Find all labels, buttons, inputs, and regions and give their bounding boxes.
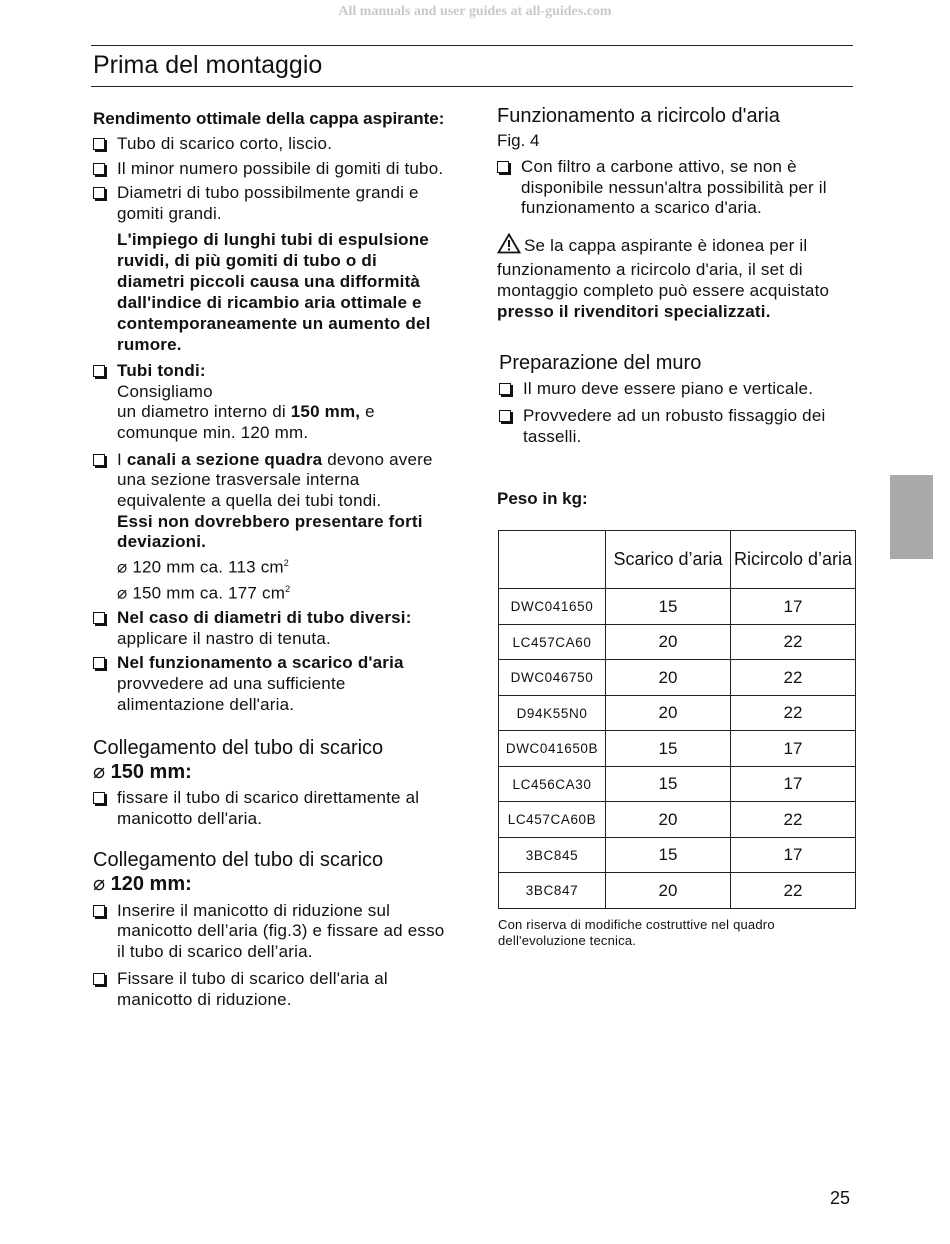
list-item: Fissare il tubo di scarico dell'aria al manicotto di riduzione. (93, 969, 448, 1010)
title-rule (91, 86, 853, 87)
flat-duct-note: Essi non dovrebbero presentare forti deviazioni. (117, 511, 423, 552)
list-item: Il muro deve essere piano e verticale. (499, 379, 857, 400)
warning-triangle-icon (497, 233, 521, 260)
checkbox-icon (93, 973, 105, 985)
diameter-150-area: ⌀ 150 mm ca. 177 $cm^2$ (117, 583, 291, 604)
weight-table (498, 530, 856, 909)
watermark: All manuals and user guides at all-guides.com (338, 4, 612, 19)
checkbox-icon (93, 454, 105, 466)
table-header-model (499, 531, 606, 589)
connection-150-heading: Collegamento del tubo di scarico (93, 737, 384, 760)
checkbox-icon (93, 163, 105, 175)
list-item: Nel funzionamento a scarico d'aria provvedere ad una sufficiente alimentazione dell'aria. (93, 653, 448, 715)
checkbox-icon (93, 792, 105, 804)
list-item: I canali a sezione quadra devono avere una sezione trasversale interna equivalente a quella dei tubi tondi. Essi non dovrebbero presentare forti deviazioni. ⌀ 120 mm ca. 113 $cm^2$ ⌀ 150 mm ca. 177 $cm^2$ (93, 450, 448, 604)
weight-heading: Peso in kg: (497, 489, 588, 509)
checkbox-icon (499, 383, 511, 395)
checkbox-icon (93, 187, 105, 199)
list-item: Tubi tondi: Consigliamo un diametro interno di 150 mm, e comunque min. 120 mm. (93, 361, 448, 444)
list-item: fissare il tubo di scarico direttamente al manicotto dell'aria. (93, 788, 448, 829)
performance-list (93, 134, 448, 715)
table-row: LC456CA30 15 17 (499, 766, 856, 802)
list-item: Provvedere ad un robusto fissaggio dei tasselli. (499, 406, 857, 447)
table-header-recirculation: Ricircolo d’aria (731, 531, 856, 589)
connection-120-heading: Collegamento del tubo di scarico (93, 848, 384, 871)
table-row: LC457CA60 20 22 (499, 624, 856, 660)
performance-heading: Rendimento ottimale della cappa aspirante: (93, 109, 445, 128)
warning-paragraph: Se la cappa aspirante è idonea per il funzionamento a ricircolo d'aria, il set di montaggio completo può essere acquistato presso il rivenditori specializzati. (497, 233, 857, 322)
top-rule (91, 45, 853, 46)
list-item: Inserire il manicotto di riduzione sul manicotto dell’aria (fig.3) e fissare ad esso il tubo di scarico dell’aria. (93, 901, 448, 963)
diameter-icon: ⌀ (93, 759, 106, 784)
checkbox-icon (93, 138, 105, 150)
list-item: Diametri di tubo possibilmente grandi e gomiti grandi. L'impiego di lunghi tubi di espulsione ruvidi, di più gomiti di tubo o di diametri piccoli causa una difformità dall'indice di ricambio aria ottimale e contemporaneamente un aumento del rumore. (93, 183, 448, 354)
checkbox-icon (93, 365, 105, 377)
connection-120-section: Collegamento del tubo di scarico ⌀ 120 mm: Inserire il manicotto di riduzione sul manicotto dell’aria (fig.3) e fissare ad esso il tubo di scarico dell’aria. Fissare il tubo di scarico dell'aria al manicotto di riduzione. (93, 849, 448, 1011)
connection-150-section: Collegamento del tubo di scarico ⌀ 150 mm: fissare il tubo di scarico direttamente al manicotto dell'aria. (93, 737, 448, 829)
checkbox-icon (497, 161, 509, 173)
left-column (93, 108, 448, 1010)
diameter-icon: ⌀ (93, 870, 106, 895)
table-header-row (499, 531, 856, 589)
footnote: Con riserva di modifiche costruttive nel quadro dell'evoluzione tecnica. (498, 916, 775, 948)
table-row: 3BC845 15 17 (499, 837, 856, 873)
diameter-120-area: ⌀ 120 mm ca. 113 $cm^2$ (117, 557, 290, 578)
figure-reference: Fig. 4 (497, 131, 540, 150)
right-column (497, 105, 857, 949)
table-row: DWC046750 20 22 (499, 660, 856, 696)
list-item: Nel caso di diametri di tubo diversi: applicare il nastro di tenuta. (93, 608, 448, 649)
table-row: DWC041650 15 17 (499, 589, 856, 625)
table-row: D94K55N0 20 22 (499, 695, 856, 731)
table-row: DWC041650B 15 17 (499, 731, 856, 767)
list-item: Il minor numero possibile di gomiti di tubo. (93, 159, 448, 180)
wall-preparation-heading: Preparazione del muro (499, 352, 702, 375)
list-item: Con filtro a carbone attivo, se non è disponibile nessun'altra possibilità per il funzionamento a scarico d'aria. (497, 157, 857, 219)
checkbox-icon (499, 410, 511, 422)
table-header-exhaust: Scarico d’aria (606, 531, 731, 589)
noise-warning-note: L'impiego di lunghi tubi di espulsione ruvidi, di più gomiti di tubo o di diametri piccoli causa una difformità dall'indice di ricambio aria ottimale e contemporaneamente un aumento del rumore. (117, 229, 431, 354)
table-row: 3BC847 20 22 (499, 873, 856, 909)
page-title: Prima del montaggio (93, 51, 323, 79)
recirculation-heading: Funzionamento a ricircolo d'aria (497, 105, 780, 127)
page-number: 25 (830, 1188, 851, 1208)
checkbox-icon (93, 657, 105, 669)
checkbox-icon (93, 905, 105, 917)
table-row: LC457CA60B 20 22 (499, 802, 856, 838)
list-item: Tubo di scarico corto, liscio. (93, 134, 448, 155)
checkbox-icon (93, 612, 105, 624)
section-tab (890, 475, 933, 559)
